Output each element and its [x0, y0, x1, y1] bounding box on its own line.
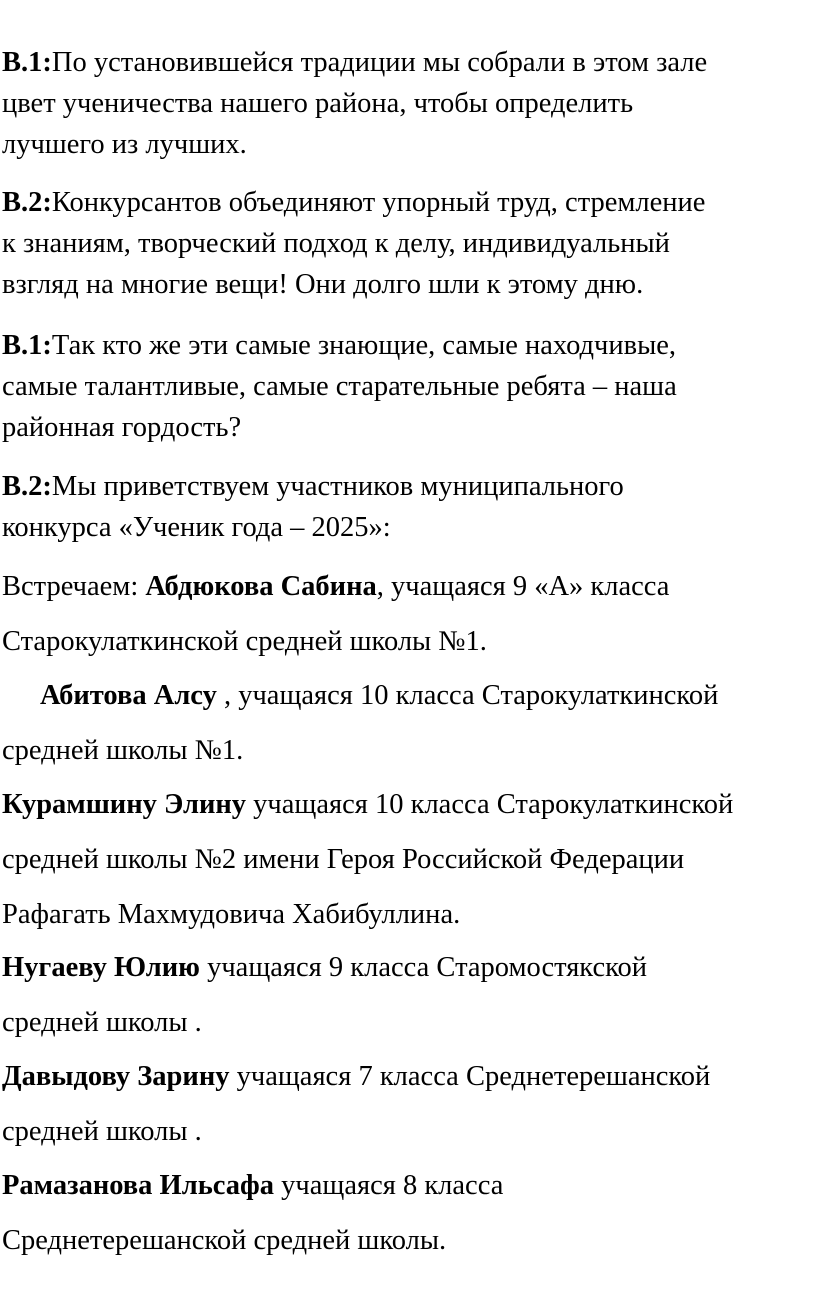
participant-name: Курамшину Элину [2, 789, 247, 820]
participant-name: Абитова Алсу [40, 680, 217, 711]
speech-text: самые талантливые, самые старательные ребята – наша [2, 371, 677, 402]
participant-details: учащаяся 8 класса [274, 1170, 504, 1201]
speech-text: районная гордость? [2, 412, 242, 443]
participant-entry [2, 559, 812, 669]
participant-entry [2, 668, 812, 778]
participant-details: средней школы . [2, 1007, 202, 1038]
speech-text: Конкурсантов объединяют упорный труд, стремление [51, 187, 706, 218]
participant-entry [2, 1158, 812, 1268]
participant-details: учащаяся 10 класса Старокулаткинской [246, 789, 734, 820]
speaker-label: В.1: [2, 330, 52, 361]
speaker-label: В.2: [2, 471, 52, 502]
speech-paragraph [2, 466, 812, 548]
participant-details: Старокулаткинской средней школы №1. [2, 626, 487, 657]
speech-text: По установившейся традиции мы собрали в этом зале [51, 47, 708, 78]
participant-name: Рамазанова Ильсафа [2, 1170, 275, 1201]
participant-name: Давыдову Зарину [2, 1061, 230, 1092]
participant-entry [2, 1049, 812, 1159]
speaker-label: В.2: [2, 187, 52, 218]
participant-details: , учащаяся 10 класса Старокулаткинской [216, 680, 719, 711]
speech-paragraph [2, 182, 812, 305]
speech-text: взгляд на многие вещи! Они долго шли к этому дню. [2, 269, 644, 300]
speech-text: лучшего из лучших. [2, 129, 247, 160]
participant-entry [2, 940, 812, 1050]
speech-text: к знаниям, творческий подход к делу, индивидуальный [2, 228, 670, 259]
participant-name: Нугаеву Юлию [2, 952, 200, 983]
speech-paragraph [2, 325, 812, 448]
participant-details: Среднетерешанской средней школы. [2, 1225, 447, 1256]
participant-details: Рафагать Махмудовича Хабибуллина. [2, 899, 461, 930]
participant-entry [2, 777, 812, 942]
participant-details: учащаяся 9 класса Старомостякской [199, 952, 647, 983]
participant-name: Абдюкова Сабина [145, 571, 377, 602]
participant-details: средней школы №2 имени Героя Российской Федерации [2, 844, 685, 875]
speech-paragraph [2, 42, 812, 165]
speech-text: Так кто же эти самые знающие, самые находчивые, [51, 330, 676, 361]
participant-details: средней школы . [2, 1116, 202, 1147]
participant-details: средней школы №1. [2, 735, 244, 766]
intro-text: Встречаем: [2, 571, 146, 602]
speech-text: цвет ученичества нашего района, чтобы определить [2, 88, 634, 119]
speaker-label: В.1: [2, 47, 52, 78]
participant-details: учащаяся 7 класса Среднетерешанской [229, 1061, 711, 1092]
speech-text: Мы приветствуем участников муниципального [51, 471, 624, 502]
speech-text: конкурса «Ученик года – 2025»: [2, 512, 391, 543]
participant-details: , учащаяся 9 «А» класса [376, 571, 670, 602]
